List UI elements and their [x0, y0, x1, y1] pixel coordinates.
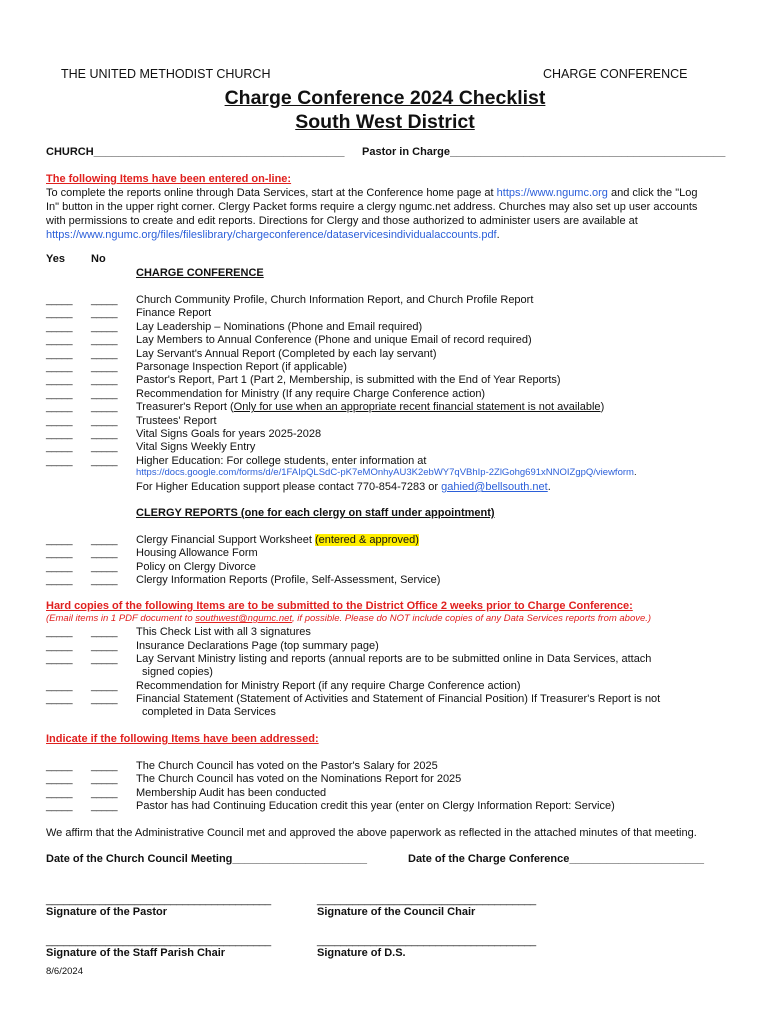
item-text: Trustees' Report — [136, 414, 217, 427]
yes-checkbox-line[interactable]: _____ — [46, 388, 73, 400]
online-text: and click the "Log — [607, 187, 698, 199]
no-checkbox-line[interactable]: _____ — [91, 575, 118, 587]
item-text: Clergy Information Reports (Profile, Self-Assessment, Service) — [136, 574, 441, 587]
yes-checkbox-line[interactable]: _____ — [46, 761, 73, 772]
item-text: Housing Allowance Form — [136, 547, 258, 560]
spr-chair-signature-label: Signature of the Staff Parish Chair — [46, 947, 226, 959]
no-checkbox-line[interactable]: _____ — [91, 375, 118, 387]
highlight-note: (entered & approved) — [314, 534, 419, 546]
item-text: Pastor's Report, Part 1 (Part 2, Membership, is submitted with the End of Year Reports) — [136, 374, 561, 387]
yes-checkbox-line[interactable]: _____ — [46, 561, 73, 573]
note-text: , if possible. Please do NOT include copies of any Data Services reports from above.) — [292, 613, 652, 624]
item-text: Financial Statement (Statement of Activities and Statement of Financial Position) If Treasurer's Report is not — [136, 693, 661, 705]
yes-checkbox-line[interactable]: _____ — [46, 455, 73, 467]
yes-checkbox-line[interactable]: _____ — [46, 375, 73, 387]
item-text: Higher Education: For college students, enter information at — [136, 454, 427, 467]
yes-checkbox-line[interactable]: _____ — [46, 787, 73, 799]
council-chair-signature-label: Signature of the Council Chair — [317, 906, 476, 918]
item-label — [136, 441, 255, 454]
item-label — [136, 401, 604, 414]
ds-signature-line[interactable]: _____________________________________ — [317, 935, 536, 947]
header-right: CHARGE CONFERENCE — [543, 67, 688, 81]
council-meeting-date-field[interactable]: Date of the Church Council Meeting______________________ — [46, 853, 367, 865]
hardcopy-heading: Hard copies of the following Items are to be submitted to the District Office 2 weeks prior to Charge Conference: — [46, 600, 633, 612]
no-checkbox-line[interactable]: _____ — [91, 681, 118, 692]
charge-conference-date-field[interactable]: Date of the Charge Conference______________________ — [408, 853, 704, 865]
online-heading: The following Items have been entered on-line: — [46, 173, 292, 185]
charge-conference-heading: CHARGE CONFERENCE — [136, 267, 264, 279]
item-label — [136, 800, 615, 813]
yes-checkbox-line[interactable]: _____ — [46, 295, 73, 306]
no-checkbox-line[interactable]: _____ — [91, 415, 118, 427]
church-field[interactable]: CHURCH_________________________________________ — [46, 146, 345, 158]
item-text: Parsonage Inspection Report (if applicable) — [136, 361, 347, 373]
item-text: This Check List with all 3 signatures — [136, 626, 311, 638]
yes-checkbox-line[interactable]: _____ — [46, 801, 73, 813]
item-text: The Church Council has voted on the Pastor's Salary for 2025 — [136, 760, 438, 772]
no-checkbox-line[interactable]: _____ — [91, 295, 118, 306]
ngumc-link[interactable]: https://www.ngumc.org — [496, 187, 608, 199]
no-checkbox-line[interactable]: _____ — [91, 308, 118, 320]
no-checkbox-line[interactable]: _____ — [91, 455, 118, 467]
no-checkbox-line[interactable]: _____ — [91, 694, 118, 705]
no-checkbox-line[interactable]: _____ — [91, 535, 118, 546]
no-checkbox-line[interactable]: _____ — [91, 627, 118, 638]
item-label — [136, 534, 419, 547]
pastor-signature-label: Signature of the Pastor — [46, 906, 168, 918]
item-label — [136, 361, 347, 374]
no-checkbox-line[interactable]: _____ — [91, 774, 118, 786]
no-checkbox-line[interactable]: _____ — [91, 335, 118, 347]
addressed-heading: Indicate if the following Items have been addressed: — [46, 733, 319, 745]
pastor-signature-line[interactable]: ______________________________________ — [46, 894, 271, 906]
item-text: Treasurer's Report ( — [136, 401, 234, 414]
item-label — [136, 640, 379, 653]
yes-checkbox-line[interactable]: _____ — [46, 654, 73, 665]
period: . — [633, 467, 637, 478]
online-paragraph-line2: In" button in the upper right corner. Clergy Packet forms require a clergy ngumc.net address. Churches may also set up user accounts — [46, 201, 698, 213]
support-text: For Higher Education support please contact 770-854-7283 or — [136, 481, 442, 493]
no-column-label: No — [91, 253, 106, 265]
item-label — [136, 428, 321, 441]
yes-checkbox-line[interactable]: _____ — [46, 308, 73, 320]
no-checkbox-line[interactable]: _____ — [91, 654, 118, 665]
item-text: Pastor has had Continuing Education credit this year (enter on Clergy Information Report: Service) — [136, 800, 615, 813]
item-label — [136, 561, 256, 574]
council-chair-signature-line[interactable]: _____________________________________ — [317, 894, 536, 906]
no-checkbox-line[interactable]: _____ — [91, 388, 118, 400]
item-label — [136, 348, 436, 361]
yes-checkbox-line[interactable]: _____ — [46, 429, 73, 440]
pastor-field[interactable]: Pastor in Charge_____________________________________________ — [362, 146, 726, 158]
item-text: Vital Signs Weekly Entry — [136, 441, 256, 454]
no-checkbox-line[interactable]: _____ — [91, 402, 118, 414]
page-subtitle: South West District — [295, 111, 475, 133]
no-checkbox-line[interactable]: _____ — [91, 640, 118, 652]
yes-checkbox-line[interactable]: _____ — [46, 321, 73, 333]
item-label — [136, 574, 440, 587]
yes-checkbox-line[interactable]: _____ — [46, 402, 73, 414]
item-label — [136, 321, 422, 334]
yes-checkbox-line[interactable]: _____ — [46, 548, 73, 560]
item-label — [136, 760, 438, 773]
yes-checkbox-line[interactable]: _____ — [46, 774, 73, 786]
yes-checkbox-line[interactable]: _____ — [46, 442, 73, 454]
item-label — [136, 693, 660, 706]
online-paragraph-line4 — [46, 228, 500, 242]
higher-ed-link-line — [136, 467, 637, 478]
item-text: Church Community Profile, Church Information Report, and Church Profile Report — [136, 294, 534, 306]
item-label — [136, 680, 521, 693]
yes-checkbox-line[interactable]: _____ — [46, 575, 73, 587]
item-text: Policy on Clergy Divorce — [136, 560, 256, 573]
higher-ed-form-link[interactable]: https://docs.google.com/forms/d/e/1FAIpQLSdC-pK7eMOnhyAU3K2ebWY7qVBhIp-2ZlGohg691xNNOIZgpQ/viewform — [136, 467, 634, 478]
spr-chair-signature-line[interactable]: ______________________________________ — [46, 935, 271, 947]
no-checkbox-line[interactable]: _____ — [91, 321, 118, 333]
no-checkbox-line[interactable]: _____ — [91, 442, 118, 454]
no-checkbox-line[interactable]: _____ — [91, 362, 118, 373]
yes-checkbox-line[interactable]: _____ — [46, 362, 73, 373]
item-text: Insurance Declarations Page (top summary page) — [136, 639, 379, 652]
item-text: Lay Members to Annual Conference (Phone and unique Email of record required) — [136, 334, 532, 347]
note-text: (Email items in 1 PDF document to — [46, 613, 196, 624]
no-checkbox-line[interactable]: _____ — [91, 429, 118, 440]
yes-checkbox-line[interactable]: _____ — [46, 535, 73, 546]
item-label — [136, 415, 217, 428]
item-text: Lay Servant Ministry listing and reports (annual reports are to be submitted online in Data Services, attach — [136, 653, 652, 665]
yes-checkbox-line[interactable]: _____ — [46, 348, 73, 360]
yes-checkbox-line[interactable]: _____ — [46, 681, 73, 692]
clergy-reports-heading: CLERGY REPORTS (one for each clergy on staff under appointment) — [136, 507, 495, 519]
item-text: Membership Audit has been conducted — [136, 786, 327, 799]
item-label — [136, 388, 485, 401]
item-text: Lay Leadership – Nominations (Phone and Email required) — [136, 320, 423, 333]
item-text: ) — [600, 401, 605, 414]
hardcopy-note — [46, 613, 651, 624]
item-label — [136, 626, 311, 639]
higher-ed-support-line — [136, 480, 551, 494]
item-label — [136, 294, 533, 307]
higher-ed-email-link[interactable]: gahied@bellsouth.net — [441, 481, 548, 493]
item-text: The Church Council has voted on the Nominations Report for 2025 — [136, 773, 462, 786]
item-text: Clergy Financial Support Worksheet — [136, 534, 315, 546]
item-label — [136, 787, 326, 800]
item-text: Vital Signs Goals for years 2025-2028 — [136, 428, 322, 440]
hardcopy-item-continuation: completed in Data Services — [142, 706, 276, 718]
item-text: Lay Servant's Annual Report (Completed by each lay servant) — [136, 347, 437, 360]
no-checkbox-line[interactable]: _____ — [91, 787, 118, 799]
item-text: Recommendation for Ministry (If any require Charge Conference action) — [136, 387, 486, 400]
online-text: To complete the reports online through Data Services, start at the Conference home page at — [46, 187, 497, 199]
no-checkbox-line[interactable]: _____ — [91, 561, 118, 573]
yes-checkbox-line[interactable]: _____ — [46, 335, 73, 347]
item-label — [136, 307, 211, 320]
southwest-email-link[interactable]: southwest@ngumc.net — [195, 613, 293, 624]
yes-checkbox-line[interactable]: _____ — [46, 640, 73, 652]
header-left: THE UNITED METHODIST CHURCH — [61, 67, 271, 81]
period: . — [496, 229, 500, 241]
no-checkbox-line[interactable]: _____ — [91, 348, 118, 360]
item-label — [136, 547, 258, 560]
item-text: Recommendation for Ministry Report (if any require Charge Conference action) — [136, 680, 521, 692]
item-text: Finance Report — [136, 307, 212, 320]
yes-checkbox-line[interactable]: _____ — [46, 415, 73, 427]
affirmation-statement: We affirm that the Administrative Council met and approved the above paperwork as reflected in the attached minutes of that meeting. — [46, 827, 697, 839]
no-checkbox-line[interactable]: _____ — [91, 761, 118, 772]
yes-column-label: Yes — [46, 253, 65, 265]
treasurer-note: Only for use when an appropriate recent financial statement is not available — [233, 401, 601, 414]
ds-signature-label: Signature of D.S. — [317, 947, 406, 959]
item-label — [136, 374, 561, 387]
page-title: Charge Conference 2024 Checklist — [224, 87, 546, 109]
item-label — [136, 334, 532, 347]
hardcopy-item-continuation: signed copies) — [142, 666, 213, 678]
dataservices-link[interactable]: https://www.ngumc.org/files/fileslibrary/chargeconference/dataservicesindividualaccounts.pdf — [46, 229, 497, 241]
yes-checkbox-line[interactable]: _____ — [46, 627, 73, 638]
online-paragraph-line3: with permissions to create and edit reports. Directions for Clergy and those authorized to administer users are available at — [46, 215, 638, 227]
yes-checkbox-line[interactable]: _____ — [46, 694, 73, 705]
no-checkbox-line[interactable]: _____ — [91, 548, 118, 560]
footer-date: 8/6/2024 — [46, 966, 83, 977]
no-checkbox-line[interactable]: _____ — [91, 801, 118, 813]
online-paragraph-line1 — [46, 186, 697, 200]
item-label — [136, 773, 461, 786]
period: . — [547, 481, 551, 493]
item-label — [136, 653, 651, 666]
